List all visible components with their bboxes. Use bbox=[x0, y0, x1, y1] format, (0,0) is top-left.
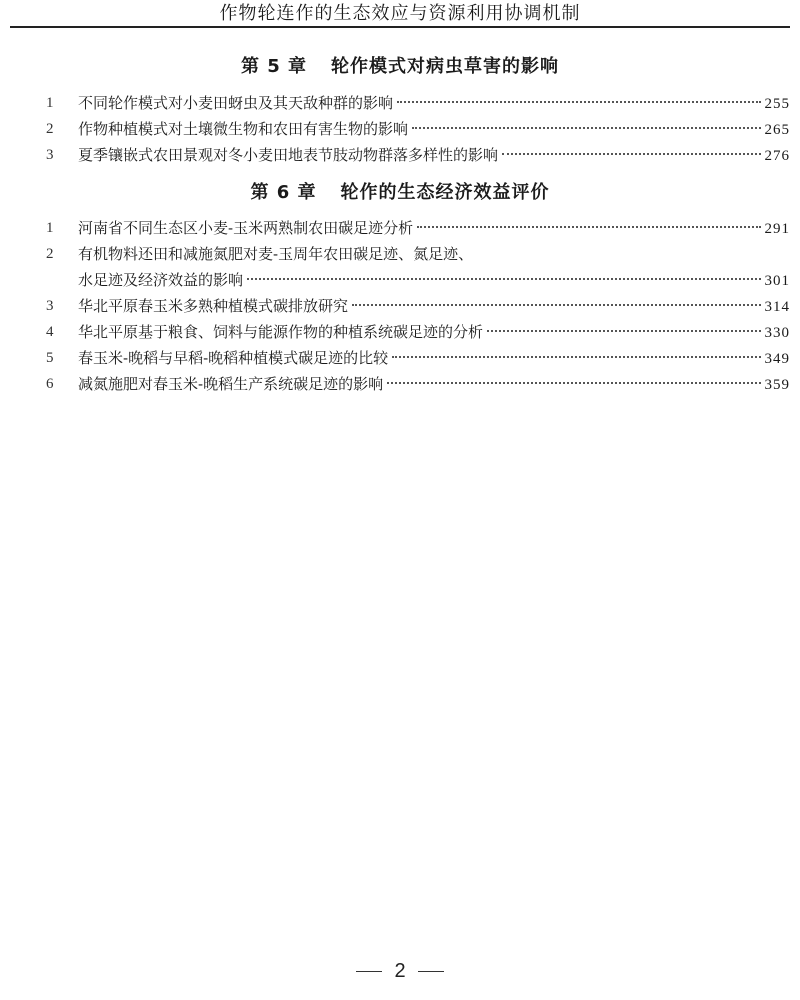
page-number: 2 bbox=[394, 960, 406, 982]
chapter-6-number: 第 6 章 bbox=[250, 182, 317, 203]
toc-entry-title-continued[interactable]: 水足迹及经济效益的影响 bbox=[78, 271, 244, 289]
toc-entry[interactable] bbox=[0, 142, 800, 168]
toc-entry-continuation[interactable] bbox=[0, 267, 800, 293]
toc-entry-page: 255 bbox=[764, 96, 790, 112]
dot-leader bbox=[387, 382, 760, 384]
dot-leader bbox=[397, 101, 760, 103]
toc-entry-page: 330 bbox=[764, 325, 790, 341]
page-footer bbox=[0, 960, 800, 983]
dot-leader bbox=[392, 356, 760, 358]
toc-entry-page: 276 bbox=[764, 148, 790, 164]
toc-entry[interactable] bbox=[0, 293, 800, 319]
dot-leader bbox=[412, 127, 760, 129]
toc-entry-title[interactable]: 作物种植模式对土壤微生物和农田有害生物的影响 bbox=[78, 120, 409, 138]
toc-entry-number: 6 bbox=[46, 376, 54, 392]
toc-entry[interactable] bbox=[0, 345, 800, 371]
chapter-5-toc bbox=[0, 90, 800, 168]
toc-entry-page: 359 bbox=[764, 377, 790, 393]
toc-entry-page: 349 bbox=[764, 351, 790, 367]
toc-entry-title[interactable]: 减氮施肥对春玉米-晚稻生产系统碳足迹的影响 bbox=[78, 375, 384, 393]
toc-entry-page: 314 bbox=[764, 299, 790, 315]
toc-entry-number: 5 bbox=[46, 350, 54, 366]
header-rule bbox=[10, 26, 790, 28]
toc-entry-number: 3 bbox=[46, 298, 54, 314]
toc-entry-number: 2 bbox=[46, 121, 54, 137]
dot-leader bbox=[247, 278, 760, 280]
toc-entry[interactable] bbox=[0, 215, 800, 241]
dot-leader bbox=[487, 330, 760, 332]
toc-entry[interactable] bbox=[0, 241, 800, 267]
toc-entry-title[interactable]: 夏季镶嵌式农田景观对冬小麦田地表节肢动物群落多样性的影响 bbox=[78, 146, 499, 164]
dot-leader bbox=[502, 153, 760, 155]
toc-entry-number: 4 bbox=[46, 324, 54, 340]
toc-entry-title[interactable]: 华北平原基于粮食、饲料与能源作物的种植系统碳足迹的分析 bbox=[78, 323, 484, 341]
toc-entry-title[interactable]: 有机物料还田和减施氮肥对麦-玉周年农田碳足迹、氮足迹、 bbox=[78, 245, 474, 263]
chapter-6-heading bbox=[0, 178, 800, 204]
dot-leader bbox=[352, 304, 760, 306]
chapter-5-title: 轮作模式对病虫草害的影响 bbox=[331, 56, 560, 77]
dot-leader bbox=[417, 226, 760, 228]
toc-entry-page: 265 bbox=[764, 122, 790, 138]
toc-entry-page: 301 bbox=[764, 273, 790, 289]
toc-entry-number: 2 bbox=[46, 246, 54, 262]
toc-entry-title[interactable]: 不同轮作模式对小麦田蚜虫及其天敌种群的影响 bbox=[78, 94, 394, 112]
chapter-5-heading bbox=[0, 52, 800, 78]
toc-entry[interactable] bbox=[0, 90, 800, 116]
toc-entry[interactable] bbox=[0, 116, 800, 142]
toc-entry-number: 3 bbox=[46, 147, 54, 163]
toc-entry-number: 1 bbox=[46, 95, 54, 111]
toc-entry[interactable] bbox=[0, 371, 800, 397]
running-header: 作物轮连作的生态效应与资源利用协调机制 bbox=[219, 3, 581, 24]
chapter-6-title: 轮作的生态经济效益评价 bbox=[340, 182, 550, 203]
toc-entry[interactable] bbox=[0, 319, 800, 345]
footer-dash-right bbox=[418, 971, 444, 972]
toc-entry-number: 1 bbox=[46, 220, 54, 236]
toc-entry-title[interactable]: 春玉米-晚稻与早稻-晚稻种植模式碳足迹的比较 bbox=[78, 349, 389, 367]
chapter-5-number: 第 5 章 bbox=[240, 56, 308, 77]
footer-dash-left bbox=[356, 971, 382, 972]
toc-entry-title[interactable]: 华北平原春玉米多熟种植模式碳排放研究 bbox=[78, 297, 349, 315]
chapter-6-toc bbox=[0, 215, 800, 397]
toc-entry-page: 291 bbox=[764, 221, 790, 237]
toc-entry-title[interactable]: 河南省不同生态区小麦-玉米两熟制农田碳足迹分析 bbox=[78, 219, 414, 237]
